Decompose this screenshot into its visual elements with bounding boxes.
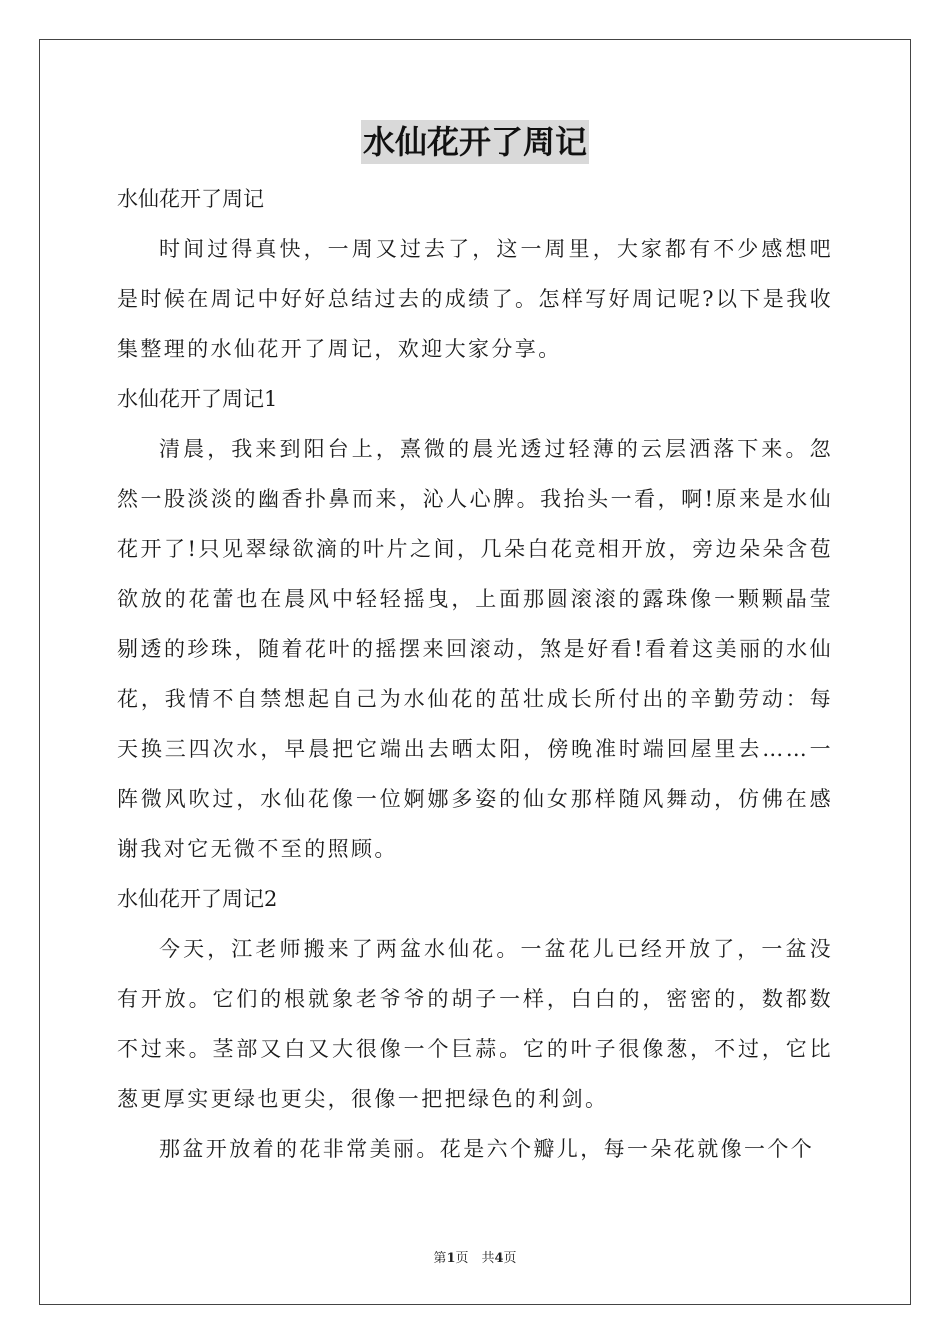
page-footer: [0, 1247, 950, 1266]
paragraph-3: 那盆开放着的花非常美丽。花是六个瓣儿，每一朵花就像一个个: [159, 1137, 815, 1161]
paragraph-intro: 时间过得真快，一周又过去了，这一周里，大家都有不少感想吧是时候在周记中好好总结过去的成绩了。怎样写好周记呢?以下是我收集整理的水仙花开了周记，欢迎大家分享。: [117, 237, 833, 361]
section-heading-1: 水仙花开了周记1: [117, 387, 278, 411]
title-wrap: [117, 120, 833, 164]
footer-page-total: 4: [494, 1251, 504, 1266]
paragraph-1: 清晨，我来到阳台上，熹微的晨光透过轻薄的云层洒落下来。忽然一股淡淡的幽香扑鼻而来，沁人心脾。我抬头一看，啊!原来是水仙花开了!只见翠绿欲滴的叶片之间，几朵白花竞相开放，旁边朵朵含苞欲放的花蕾也在晨风中轻轻摇曳，上面那圆滚滚的露珠像一颗颗晶莹剔透的珍珠，随着花叶的摇摆来回滚动，煞是好看!看着这美丽的水仙花，我情不自禁想起自己为水仙花的茁壮成长所付出的辛勤劳动：每天换三四次水，早晨把它端出去晒太阳，傍晚准时端回屋里去……一阵微风吹过，水仙花像一位婀娜多姿的仙女那样随风舞动，仿佛在感谢我对它无微不至的照顾。: [117, 437, 833, 861]
footer-page-current: 1: [446, 1251, 456, 1266]
document-title: 水仙花开了周记: [361, 120, 589, 164]
section-heading: 水仙花开了周记: [117, 187, 264, 211]
document-body: [117, 120, 833, 1174]
footer-suffix: 页: [503, 1251, 517, 1266]
footer-prefix: 第: [433, 1251, 447, 1266]
paragraph-2: 今天，江老师搬来了两盆水仙花。一盆花儿已经开放了，一盆没有开放。它们的根就象老爷爷的胡子一样，白白的，密密的，数都数不过来。茎部又白又大很像一个巨蒜。它的叶子很像葱，不过，它比葱更厚实更绿也更尖，很像一把把绿色的利剑。: [117, 937, 833, 1111]
section-heading-2: 水仙花开了周记2: [117, 887, 278, 911]
footer-mid: 页 共: [455, 1251, 495, 1266]
